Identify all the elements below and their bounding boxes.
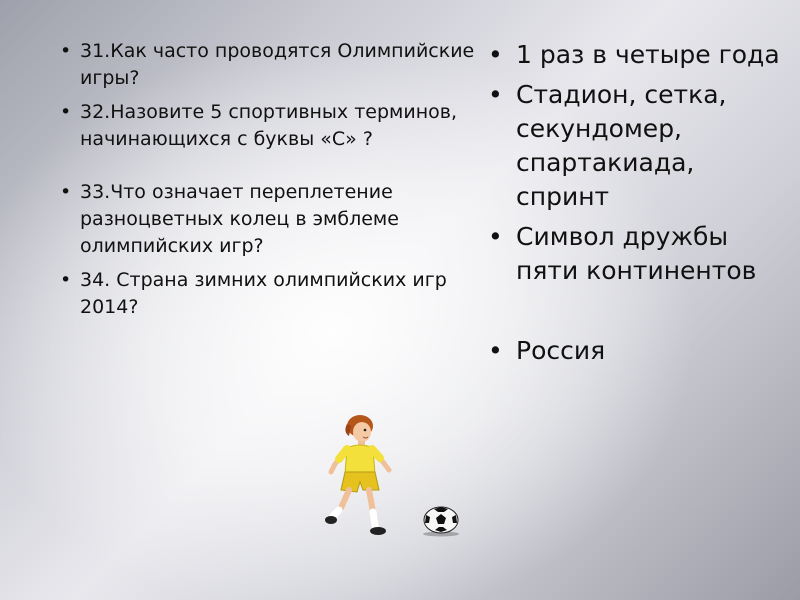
question-33: • 33.Что означает переплетение разноцветных колец в эмблеме олимпийских игр? — [60, 179, 480, 260]
question-32: • 32.Назовите 5 спортивных терминов, начинающихся с буквы «С» ? — [60, 99, 480, 153]
soccer-ball-icon — [420, 505, 462, 537]
questions-list — [60, 38, 480, 328]
answer-4: • Россия — [488, 334, 788, 368]
answer-1: • 1 раз в четыре года — [488, 38, 788, 72]
answer-3: • Символ дружбы пяти континентов — [488, 220, 788, 288]
question-31: • 31.Как часто проводятся Олимпийские игры? — [60, 38, 480, 92]
answers-list — [488, 38, 788, 374]
question-34: • 34. Страна зимних олимпийских игр 2014? — [60, 267, 480, 321]
answer-2: • Стадион, сетка, секундомер, спартакиада, спринт — [488, 78, 788, 214]
soccer-player-icon — [325, 412, 405, 542]
